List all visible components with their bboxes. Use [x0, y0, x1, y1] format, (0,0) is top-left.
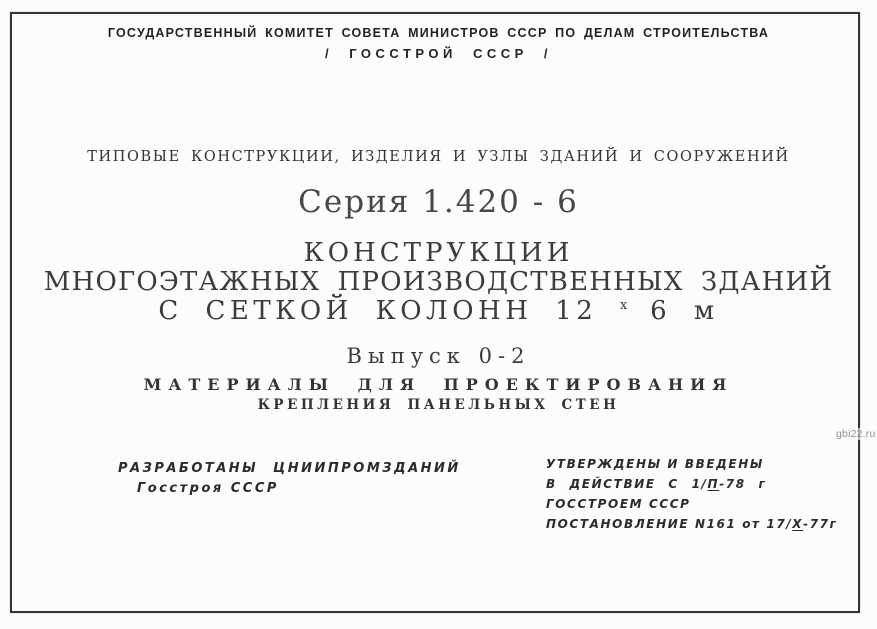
- approval-line-1: УТВЕРЖДЕНЫ И ВВЕДЕНЫ: [546, 457, 764, 471]
- approval-line-4-pre: ПОСТАНОВЛЕНИЕ N161 от 17/: [546, 517, 793, 531]
- title-line-1: КОНСТРУКЦИИ: [303, 238, 574, 268]
- title-line-3: [0, 296, 877, 326]
- approval-note: [546, 455, 838, 535]
- committee-name: ГОСУДАРСТВЕННЫЙ КОМИТЕТ СОВЕТА МИНИСТРОВ СССР ПО ДЕЛАМ СТРОИТЕЛЬСТВА: [107, 26, 770, 40]
- developed-by-line-1: РАЗРАБОТАНЫ ЦНИИПРОМЗДАНИЙ: [118, 461, 461, 476]
- approval-line-2-post: -78 г: [719, 477, 767, 491]
- series-number: Серия 1.420 - 6: [298, 184, 579, 220]
- approval-line-3: ГОССТРОЕМ СССР: [546, 497, 691, 511]
- issue-number: Выпуск 0-2: [346, 344, 531, 368]
- title-line-2: МНОГОЭТАЖНЫХ ПРОИЗВОДСТВЕННЫХ ЗДАНИЙ: [43, 267, 834, 297]
- series-caption: ТИПОВЫЕ КОНСТРУКЦИИ, ИЗДЕЛИЯ И УЗЛЫ ЗДАНИЙ И СООРУЖЕНИЙ: [87, 149, 790, 165]
- approval-line-2-pre: В ДЕЙСТВИЕ С 1/: [546, 477, 708, 491]
- gosstroy-abbreviation: / ГОССТРОЙ СССР /: [324, 46, 553, 61]
- title-line-3-post: 6 м: [650, 296, 719, 326]
- title-line-3-pre: С СЕТКОЙ КОЛОНН 12: [158, 296, 598, 326]
- approval-line-4-post: -77г: [803, 517, 838, 531]
- approval-line-2: [546, 475, 838, 494]
- subtitle-line-1: МАТЕРИАЛЫ ДЛЯ ПРОЕКТИРОВАНИЯ: [143, 375, 734, 394]
- developed-by-line-2: Госстроя СССР: [137, 481, 279, 496]
- subtitle-line-2: КРЕПЛЕНИЯ ПАНЕЛЬНЫХ СТЕН: [257, 397, 620, 413]
- approval-line-4: [546, 515, 838, 534]
- roman-month-october: Х: [792, 517, 804, 531]
- roman-month-february: П: [707, 477, 720, 491]
- site-watermark: gbi22.ru: [836, 428, 876, 440]
- multiply-x-glyph: х: [620, 298, 628, 313]
